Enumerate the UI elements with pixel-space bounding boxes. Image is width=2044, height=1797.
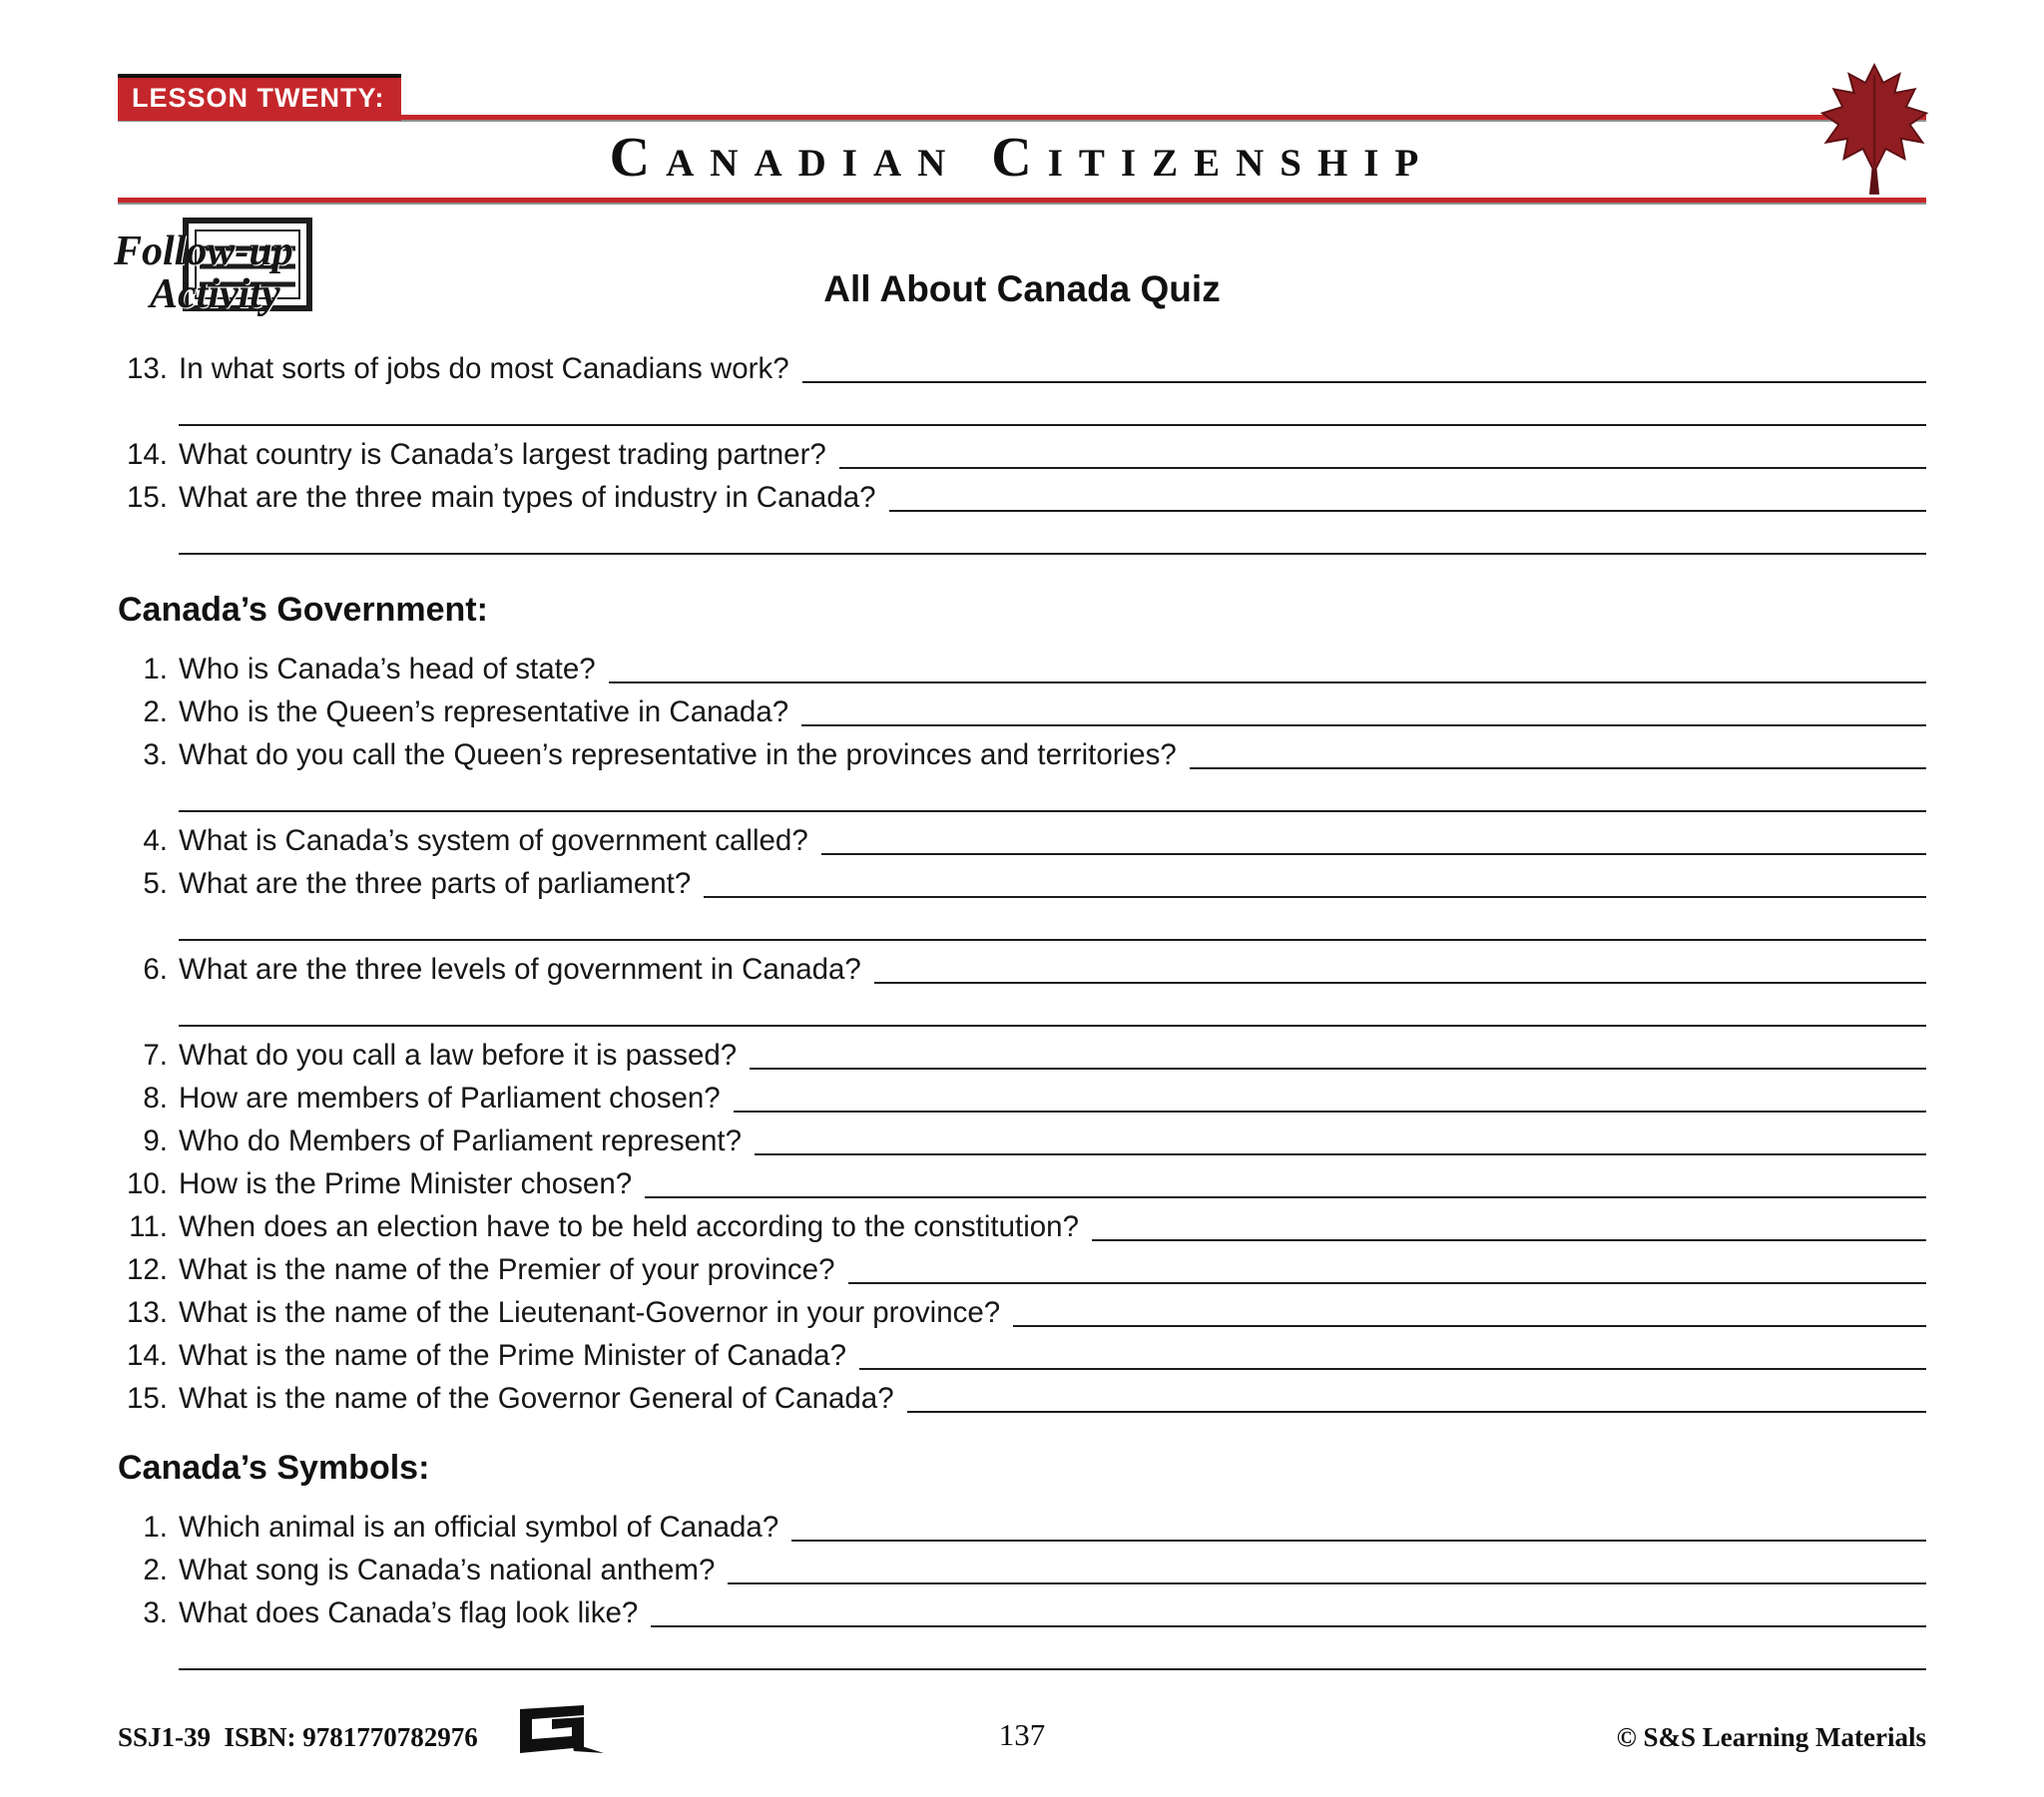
answer-blank [651, 1624, 1926, 1627]
answer-blank-line [179, 912, 1926, 941]
question-number: 15. [126, 1382, 168, 1416]
question-number: 12. [126, 1253, 168, 1287]
answer-blank [889, 509, 1926, 512]
question-number: 6. [143, 953, 168, 987]
section-heading: Canada’s Symbols: [118, 1449, 430, 1488]
page-header [118, 74, 1926, 205]
question-row [118, 1210, 1926, 1244]
answer-blank [1190, 766, 1926, 769]
question-text: What are the three parts of parliament? [179, 867, 692, 901]
question-number: 3. [143, 738, 168, 772]
question-text: Who is the Queen’s representative in Canada? [179, 695, 789, 729]
quiz-header [114, 205, 1926, 354]
question-row [118, 481, 1926, 515]
question-text: When does an election have to be held according to the constitution? [179, 1210, 1079, 1244]
question-number: 2. [143, 695, 168, 729]
answer-blank [1092, 1238, 1926, 1241]
question-text: What is the name of the Lieutenant-Governor in your province? [179, 1296, 1001, 1330]
page-title: Canadian Citizenship [609, 127, 1435, 190]
question-text: What is the name of the Governor General of Canada? [179, 1382, 894, 1416]
question-row [118, 1382, 1926, 1416]
activity-text: Activity [150, 270, 280, 317]
follow-up-activity-badge [114, 211, 413, 342]
answer-blank [802, 380, 1926, 383]
answer-blank [1013, 1324, 1926, 1327]
question-number: 8. [143, 1082, 168, 1116]
question-row [118, 738, 1926, 772]
answer-blank [791, 1539, 1926, 1542]
question-row [118, 1511, 1926, 1545]
question-text: Who do Members of Parliament represent? [179, 1124, 743, 1158]
question-number: 15. [126, 481, 168, 515]
question-number: 2. [143, 1554, 168, 1587]
question-row [118, 824, 1926, 858]
question-number: 14. [126, 1339, 168, 1373]
answer-blank [907, 1410, 1926, 1413]
answer-blank [609, 680, 1926, 683]
question-row [118, 1124, 1926, 1158]
question-text: Who is Canada’s head of state? [179, 653, 596, 686]
question-text: What country is Canada’s largest trading partner? [179, 438, 826, 472]
question-row [118, 953, 1926, 987]
question-row [118, 1167, 1926, 1201]
answer-blank [728, 1581, 1926, 1584]
answer-blank [874, 981, 1926, 984]
quiz-section [118, 354, 1926, 555]
quiz-title: All About Canada Quiz [823, 268, 1221, 310]
answer-blank-line [179, 397, 1926, 426]
question-text: What is the name of the Premier of your province? [179, 1253, 835, 1287]
question-number: 1. [143, 1511, 168, 1545]
question-row [118, 1253, 1926, 1287]
quiz-body [118, 354, 1926, 1670]
answer-blank-line [179, 998, 1926, 1027]
answer-blank [848, 1281, 1927, 1284]
answer-blank [645, 1195, 1926, 1198]
lesson-badge: LESSON TWENTY: [118, 74, 401, 121]
question-row [118, 1039, 1926, 1073]
page-footer [118, 1695, 1926, 1753]
question-text: How are members of Parliament chosen? [179, 1082, 721, 1116]
question-number: 11. [129, 1210, 168, 1244]
question-text: What are the three main types of industry in Canada? [179, 481, 876, 515]
question-text: What do you call the Queen’s representative in the provinces and territories? [179, 738, 1177, 772]
answer-blank-line [179, 1641, 1926, 1670]
isbn-text: SSJ1-39 ISBN: 9781770782976 [118, 1722, 478, 1752]
answer-blank [821, 852, 1926, 855]
question-row [118, 352, 1926, 386]
copyright-text: © S&S Learning Materials [1616, 1722, 1926, 1752]
question-row [118, 438, 1926, 472]
question-text: What song is Canada’s national anthem? [179, 1554, 716, 1587]
header-rule-bottom [118, 198, 1926, 205]
answer-blank [704, 895, 1926, 898]
answer-blank-line [179, 783, 1926, 812]
answer-blank [734, 1110, 1926, 1113]
question-text: What do you call a law before it is passed? [179, 1039, 738, 1073]
question-text: What are the three levels of government in Canada? [179, 953, 861, 987]
question-text: What is Canada’s system of government called? [179, 824, 808, 858]
answer-blank [839, 466, 1926, 469]
question-row [118, 695, 1926, 729]
answer-blank [859, 1367, 1926, 1370]
answer-blank [801, 723, 1926, 726]
question-row [118, 1082, 1926, 1116]
question-number: 4. [143, 824, 168, 858]
question-number: 10. [126, 1167, 168, 1201]
answer-blank-line [179, 526, 1926, 555]
question-number: 13. [126, 1296, 168, 1330]
question-row [118, 1596, 1926, 1630]
maple-leaf-icon [1810, 60, 1938, 200]
question-number: 1. [143, 653, 168, 686]
question-number: 9. [143, 1124, 168, 1158]
quiz-section [118, 1451, 1926, 1670]
follow-up-text: Follow-up [114, 228, 293, 275]
page-number: 137 [998, 1717, 1046, 1752]
question-number: 14. [126, 438, 168, 472]
question-number: 5. [143, 867, 168, 901]
question-number: 7. [143, 1039, 168, 1073]
quiz-section [118, 591, 1926, 1416]
question-row [118, 653, 1926, 686]
answer-blank [755, 1152, 1926, 1155]
question-text: Which animal is an official symbol of Canada? [179, 1511, 779, 1545]
answer-blank [750, 1067, 1926, 1070]
question-text: What does Canada’s flag look like? [179, 1596, 639, 1630]
question-text: In what sorts of jobs do most Canadians work? [179, 352, 789, 386]
question-text: How is the Prime Minister chosen? [179, 1167, 633, 1201]
question-text: What is the name of the Prime Minister of Canada? [179, 1339, 846, 1373]
question-row [118, 1554, 1926, 1587]
question-row [118, 867, 1926, 901]
question-row [118, 1339, 1926, 1373]
question-row [118, 1296, 1926, 1330]
question-number: 3. [143, 1596, 168, 1630]
follow-up-activity-label [114, 230, 293, 316]
question-number: 13. [126, 352, 168, 386]
section-heading: Canada’s Government: [118, 591, 488, 630]
